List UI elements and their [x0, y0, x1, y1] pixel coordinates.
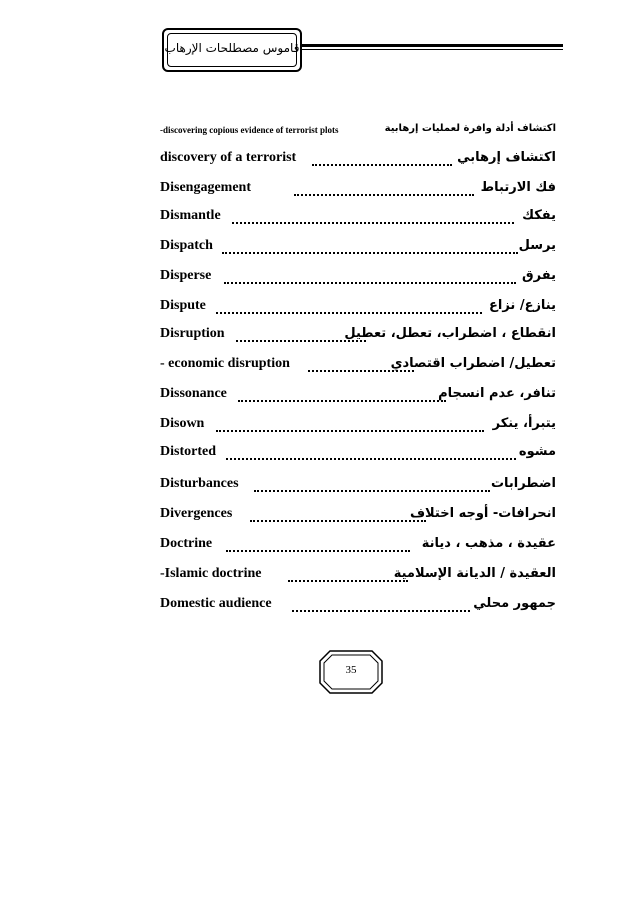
leader-dots — [232, 208, 514, 224]
glossary-entry — [160, 268, 556, 286]
entry-arabic: تعطيل/ اضطراب اقتصادي — [390, 356, 556, 371]
glossary-entry — [160, 506, 556, 524]
entry-arabic: انقطاع ، اضطراب، تعطل، تعطيل — [344, 326, 556, 341]
leader-dots — [250, 506, 426, 522]
glossary-entry — [160, 566, 556, 584]
glossary-entry — [160, 596, 556, 614]
entry-english: - economic disruption — [160, 356, 290, 371]
entry-english: -discovering copious evidence of terrorist plots — [160, 125, 339, 135]
entry-arabic: تنافر، عدم انسجام — [438, 386, 556, 401]
entry-arabic: انحرافات- أوجه اختلاف — [409, 506, 556, 521]
glossary-entry — [160, 122, 556, 140]
leader-dots — [292, 596, 470, 612]
glossary-entry — [160, 180, 556, 198]
glossary-entry — [160, 476, 556, 494]
entry-arabic: ينازع/ نزاع — [488, 298, 556, 313]
leader-dots — [224, 268, 516, 284]
entry-english: Dispatch — [160, 238, 213, 253]
entry-english: Distorted — [160, 444, 216, 459]
leader-dots — [226, 536, 410, 552]
entry-arabic: يرسل — [518, 238, 556, 253]
glossary-entry — [160, 150, 556, 168]
leader-dots — [238, 386, 446, 402]
entry-english: Dissonance — [160, 386, 227, 401]
entry-arabic: مشوه — [518, 444, 556, 459]
entry-english: Disperse — [160, 268, 212, 283]
entry-arabic: يفرق — [522, 268, 556, 283]
leader-dots — [216, 298, 482, 314]
glossary-entry — [160, 356, 556, 374]
entry-english: Disturbances — [160, 476, 239, 491]
leader-dots — [294, 180, 474, 196]
glossary-entry — [160, 238, 556, 256]
entry-english: Dismantle — [160, 208, 221, 223]
glossary-entry — [160, 298, 556, 316]
leader-dots — [226, 444, 516, 460]
entry-english: Domestic audience — [160, 596, 272, 611]
glossary-entry — [160, 444, 556, 462]
leader-dots — [254, 476, 490, 492]
page-number: 35 — [345, 664, 357, 676]
glossary-entry — [160, 416, 556, 434]
leader-dots — [312, 150, 452, 166]
entry-english: Disengagement — [160, 180, 251, 195]
glossary-entry — [160, 386, 556, 404]
glossary-entry — [160, 208, 556, 226]
entry-arabic: اكتشاف إرهابي — [457, 150, 556, 165]
entry-english: Divergences — [160, 506, 233, 521]
entry-arabic: عقيدة ، مذهب ، ديانة — [421, 536, 556, 551]
header-title: قاموس مصطلحات الإرهاب — [164, 41, 300, 55]
entry-arabic: يفكك — [522, 208, 556, 223]
entry-arabic: يتبرأ، ينكر — [492, 416, 556, 431]
glossary-entry — [160, 326, 556, 344]
entry-english: -Islamic doctrine — [160, 566, 262, 581]
header-frame — [162, 28, 302, 72]
leader-dots — [288, 566, 408, 582]
leader-dots — [222, 238, 518, 254]
entry-english: Disruption — [160, 326, 225, 341]
entry-arabic: جمهور محلي — [473, 596, 556, 611]
entry-english: Disown — [160, 416, 205, 431]
entry-arabic: اكتشاف أدلة وافرة لعمليات إرهابية — [384, 123, 556, 134]
header-rule-thin — [302, 49, 563, 50]
entry-arabic: اضطرابات — [490, 476, 556, 491]
entry-arabic: فك الارتباط — [480, 180, 556, 195]
header-rule — [302, 44, 563, 47]
glossary-entry — [160, 536, 556, 554]
entry-english: Dispute — [160, 298, 206, 313]
leader-dots — [216, 416, 484, 432]
entry-english: discovery of a terrorist — [160, 150, 297, 165]
entry-english: Doctrine — [160, 536, 213, 551]
entry-arabic: العقيدة / الديانة الإسلامية — [393, 566, 556, 581]
